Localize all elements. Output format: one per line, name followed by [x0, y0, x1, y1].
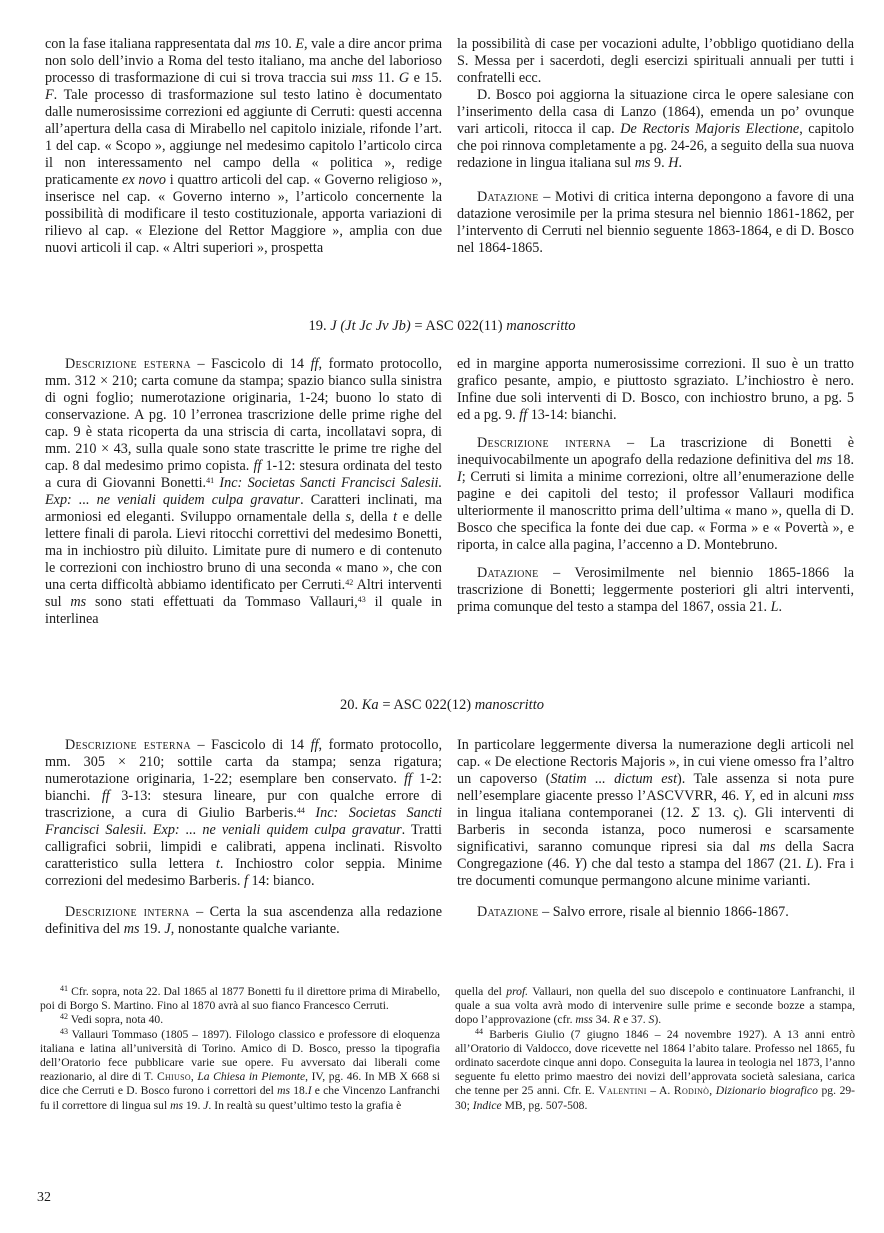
entry-heading-19: 19. J (Jt Jc Jv Jb) = ASC 022(11) manoscritto: [308, 318, 576, 334]
footnote-ref[interactable]: 43: [357, 595, 366, 604]
section19-left-column: [45, 356, 442, 628]
section-label: Datazione: [477, 904, 539, 920]
top-left-column: [45, 36, 442, 257]
section-label: Datazione: [477, 565, 539, 581]
footnote-43: $^{43}$ Vallauri Tommaso (1805 – 1897). Filologo classico e professore di eloquenza italiana e latina all’università di Torino. Amico di D. Bosco, presso la tipografia dell’Oratorio fece pubblicare varie sue opere. Fu avversato dai liberali come reazionario, al dire di T. Chiuso, La Chiesa in Piemonte, IV, pg. 46. In MB X 668 si dice che Cerruti e D. Bosco furono i correttori del ms 18.I e che Vincenzo Lanfranchi fu il correttore di lingua sul ms 19. J. In realtà su quest’ultimo testo la grafia è: [40, 1026, 440, 1112]
section-label: Descrizione interna: [477, 435, 612, 451]
section-label: Datazione: [477, 189, 539, 205]
paragraph: D. Bosco poi aggiorna la situazione circa le opere salesiane con l’inserimento della casa di Lanzo (1864), emenda un po’ ovunque vari articoli, ritocca il cap. De Rectoris Majoris Electione, capitolo che poi rinnova completamente a pg. 24-26, a seguito della sua nuova redazione in lingua italiana sul ms 9. H.: [457, 87, 854, 171]
datazione-paragraph: Datazione – Verosimilmente nel biennio 1865-1866 la trascrizione di Bonetti; leggermente posteriori gli altri interventi, prima comunque del testo a stampa del 1867, ossia 21. L.: [457, 565, 854, 615]
footnote-41: $^{41}$ Cfr. sopra, nota 22. Dal 1865 al 1877 Bonetti fu il direttore prima di Mirabello, poi di Borgo S. Martino. Fino al 1870 avrà al suo fianco Francesco Cerruti.: [40, 984, 440, 1013]
section20-right-column: [457, 737, 854, 921]
footnote-43-continued: quella del prof. Vallauri, non quella del suo discepolo e continuatore Lanfranchi, il quale a sua volta avrà modo di intervenire sulle prime e seconde bozze a stampa, dopo l’approvazione (cfr. mss 34. R e 37. S).: [455, 985, 855, 1027]
section-label: Descrizione esterna: [65, 737, 191, 753]
top-right-column: [457, 36, 854, 257]
descrizione-esterna-paragraph: Descrizione esterna – Fascicolo di 14 ff, formato protocollo, mm. 305 × 210; sottile carta da stampa; senza rigatura; numerotazione originaria, 1-22; esemplare ben conservato. ff 1-2: bianchi. ff 3-13: stesura lineare, pur con qualche errore di trascrizione, a cura di Giulio Barberis.$^{44}$ Inc: Societas Sancti Francisci Salesii. Exp: ... ne veniali quidem culpa gravatur. Tratti calligrafici sobrii, limpidi e calibrati, appena inclinati. Risvolto caratteristico sulla lettera t. Inchiostro color seppia. Minime correzioni del medesimo Barberis. f 14: bianco.: [45, 737, 443, 889]
paragraph: con la fase italiana rappresentata dal ms 10. E, vale a dire ancor prima non solo dell’invio a Roma del testo italiano, ma anche del laborioso processo di trasformazione di cui si trova traccia sui mss 11. G e 15. F. Tale processo di trasformazione sul testo latino è documentato dalle numerosissime correzioni ed aggiunte di Cerruti: questi accenna all’apertura della casa di Mirabello nel capitolo iniziale, rifonde l’art. 1 del cap. « Scopo », aggiunge nel medesimo capitolo l’articolo circa il non interessamento nel campo della « politica », redige praticamente ex novo i quattro articoli del cap. « Governo religioso », inserisce nel cap. « Governo interno », l’articolo concernente la possibilità di modificare il testo costituzionale, apporta variazioni di rilievo al cap. « Elezione del Rettor Maggiore », amplia con due nuovi articoli il cap. « Altri superiori », prospetta: [45, 36, 442, 256]
footnote-42: $^{42}$ Vedi sopra, nota 40.: [60, 1012, 164, 1027]
footnotes-left: [40, 985, 440, 1113]
entry-heading-20: 20. Ka = ASC 022(12) manoscritto: [340, 697, 544, 713]
page-number: 32: [37, 1190, 51, 1205]
paragraph: In particolare leggermente diversa la numerazione degli articoli nel cap. « De electione Rectoris Majoris », in cui viene omesso fra l’altro un capoverso (Statim ... dictum est). Tale assenza si nota pure nell’esemplare giacente presso l’ASCVVRR, 46. Y, ed in alcuni mss in lingua italiana contemporanei (12. Σ 13. ς). Gli interventi di Barberis in seconda istanza, poco numerosi e scarsamente significativi, saranno comunque ripresi sia dal ms della Sacra Congregazione (46. Y) che dal testo a stampa del 1867 (21. L). Fra i tre documenti comunque permangono alcune minime varianti.: [457, 737, 855, 889]
footnotes-right: [455, 985, 855, 1113]
descrizione-interna-paragraph: Descrizione interna – La trascrizione di Bonetti è inequivocabilmente un apografo della redazione definitiva del ms 18. I; Cerruti si limita a minime correzioni, oltre all’enumerazione delle pagine e dei capitoli del testo; il professor Vallauri modifica ulteriormente il manoscritto prima dell’ultima « mano », quella di D. Bosco che specifica la fonte dei due cap. « Forma » e « Povertà », e riporta, in calce alla pagina, l’accenno a D. Montebruno.: [457, 435, 854, 553]
footnote-44: $^{44}$ Barberis Giulio (7 giugno 1846 – 24 novembre 1927). A 13 anni entrò all’Oratorio di Valdocco, dove ricevette nel 1864 l’abito talare. Professo nel 1865, fu ordinato sacerdote cinque anni dopo. Conseguita la laurea in teologia nel 1873, l’anno seguente fu eletto primo maestro dei novizi dell’approvata società salesiana, carica che tenne per 25 anni. Cfr. E. Valentini – A. Rodinò, Dizionario biografico pg. 29-30; Indice MB, pg. 507-508.: [455, 1026, 856, 1112]
descrizione-esterna-paragraph: Descrizione esterna – Fascicolo di 14 ff, formato protocollo, mm. 312 × 210; carta comune da stampa; spazio bianco sulla sinistra di ogni foglio; numerotazione originaria, 1-24; buono lo stato di conservazione. A pg. 10 l’erronea trascrizione delle prime righe del cap. 9 è stata ricoperta da una striscia di carta, incollatavi sopra, di mm. 210 × 43, sulla quale sono state trascritte le prime tre righe del cap. 8 dal medesimo primo copista. ff 1-12: stesura ordinata del testo a cura di Giovanni Bonetti.$^{41}$ Inc: Societas Sancti Francisci Salesii. Exp: ... ne veniali quidem culpa gravatur. Caratteri inclinati, ma armoniosi ed eleganti. Sviluppo ornamentale della s, della t e delle lettere finali di parola. Lievi ritocchi correttivi del medesimo Bonetti, ma in inchiostro più diluito. Limitate pure di numero e di contenuto le correzioni con inchiostro bruno di una seconda « mano », che con una certa difficoltà abbiamo identificato per Cerruti.$^{42}$ Altri interventi sul ms sono stati effettuati da Tommaso Vallauri,$^{43}$ il quale in interlinea: [45, 356, 443, 627]
section-label: Descrizione esterna: [65, 356, 191, 372]
paragraph: la possibilità di case per vocazioni adulte, l’obbligo quotidiano della S. Messa per i sacerdoti, degli esercizi spirituali annuali per tutti i confratelli ecc.: [457, 36, 854, 86]
datazione-paragraph: Datazione – Salvo errore, risale al biennio 1866-1867.: [477, 904, 789, 920]
paragraph: ed in margine apporta numerosissime correzioni. Il suo è un tratto grafico pesante, ampio, e piuttosto sgraziato. L’inchiostro è nero. Infine due soli interventi di D. Bosco, con inchiostro bruno, a pg. 5 ed a pg. 9. ff 13-14: bianchi.: [457, 356, 854, 423]
section-label: Descrizione interna: [65, 904, 190, 920]
datazione-paragraph: Datazione – Motivi di critica interna depongono a favore di una datazione verosimile per la prima stesura nel biennio 1861-1862, per l’intervento di Cerruti nel biennio seguente 1863-1864, e di D. Bosco nel 1864-1865.: [457, 189, 854, 256]
footnote-ref[interactable]: 44: [296, 806, 305, 815]
footnote-ref[interactable]: 41: [206, 476, 215, 485]
footnote-ref[interactable]: 42: [345, 578, 354, 587]
section19-right-column: [457, 356, 854, 616]
descrizione-interna-paragraph: Descrizione interna – Certa la sua ascendenza alla redazione definitiva del ms 19. J, nonostante qualche variante.: [45, 904, 442, 937]
section20-left-column: [45, 737, 442, 938]
